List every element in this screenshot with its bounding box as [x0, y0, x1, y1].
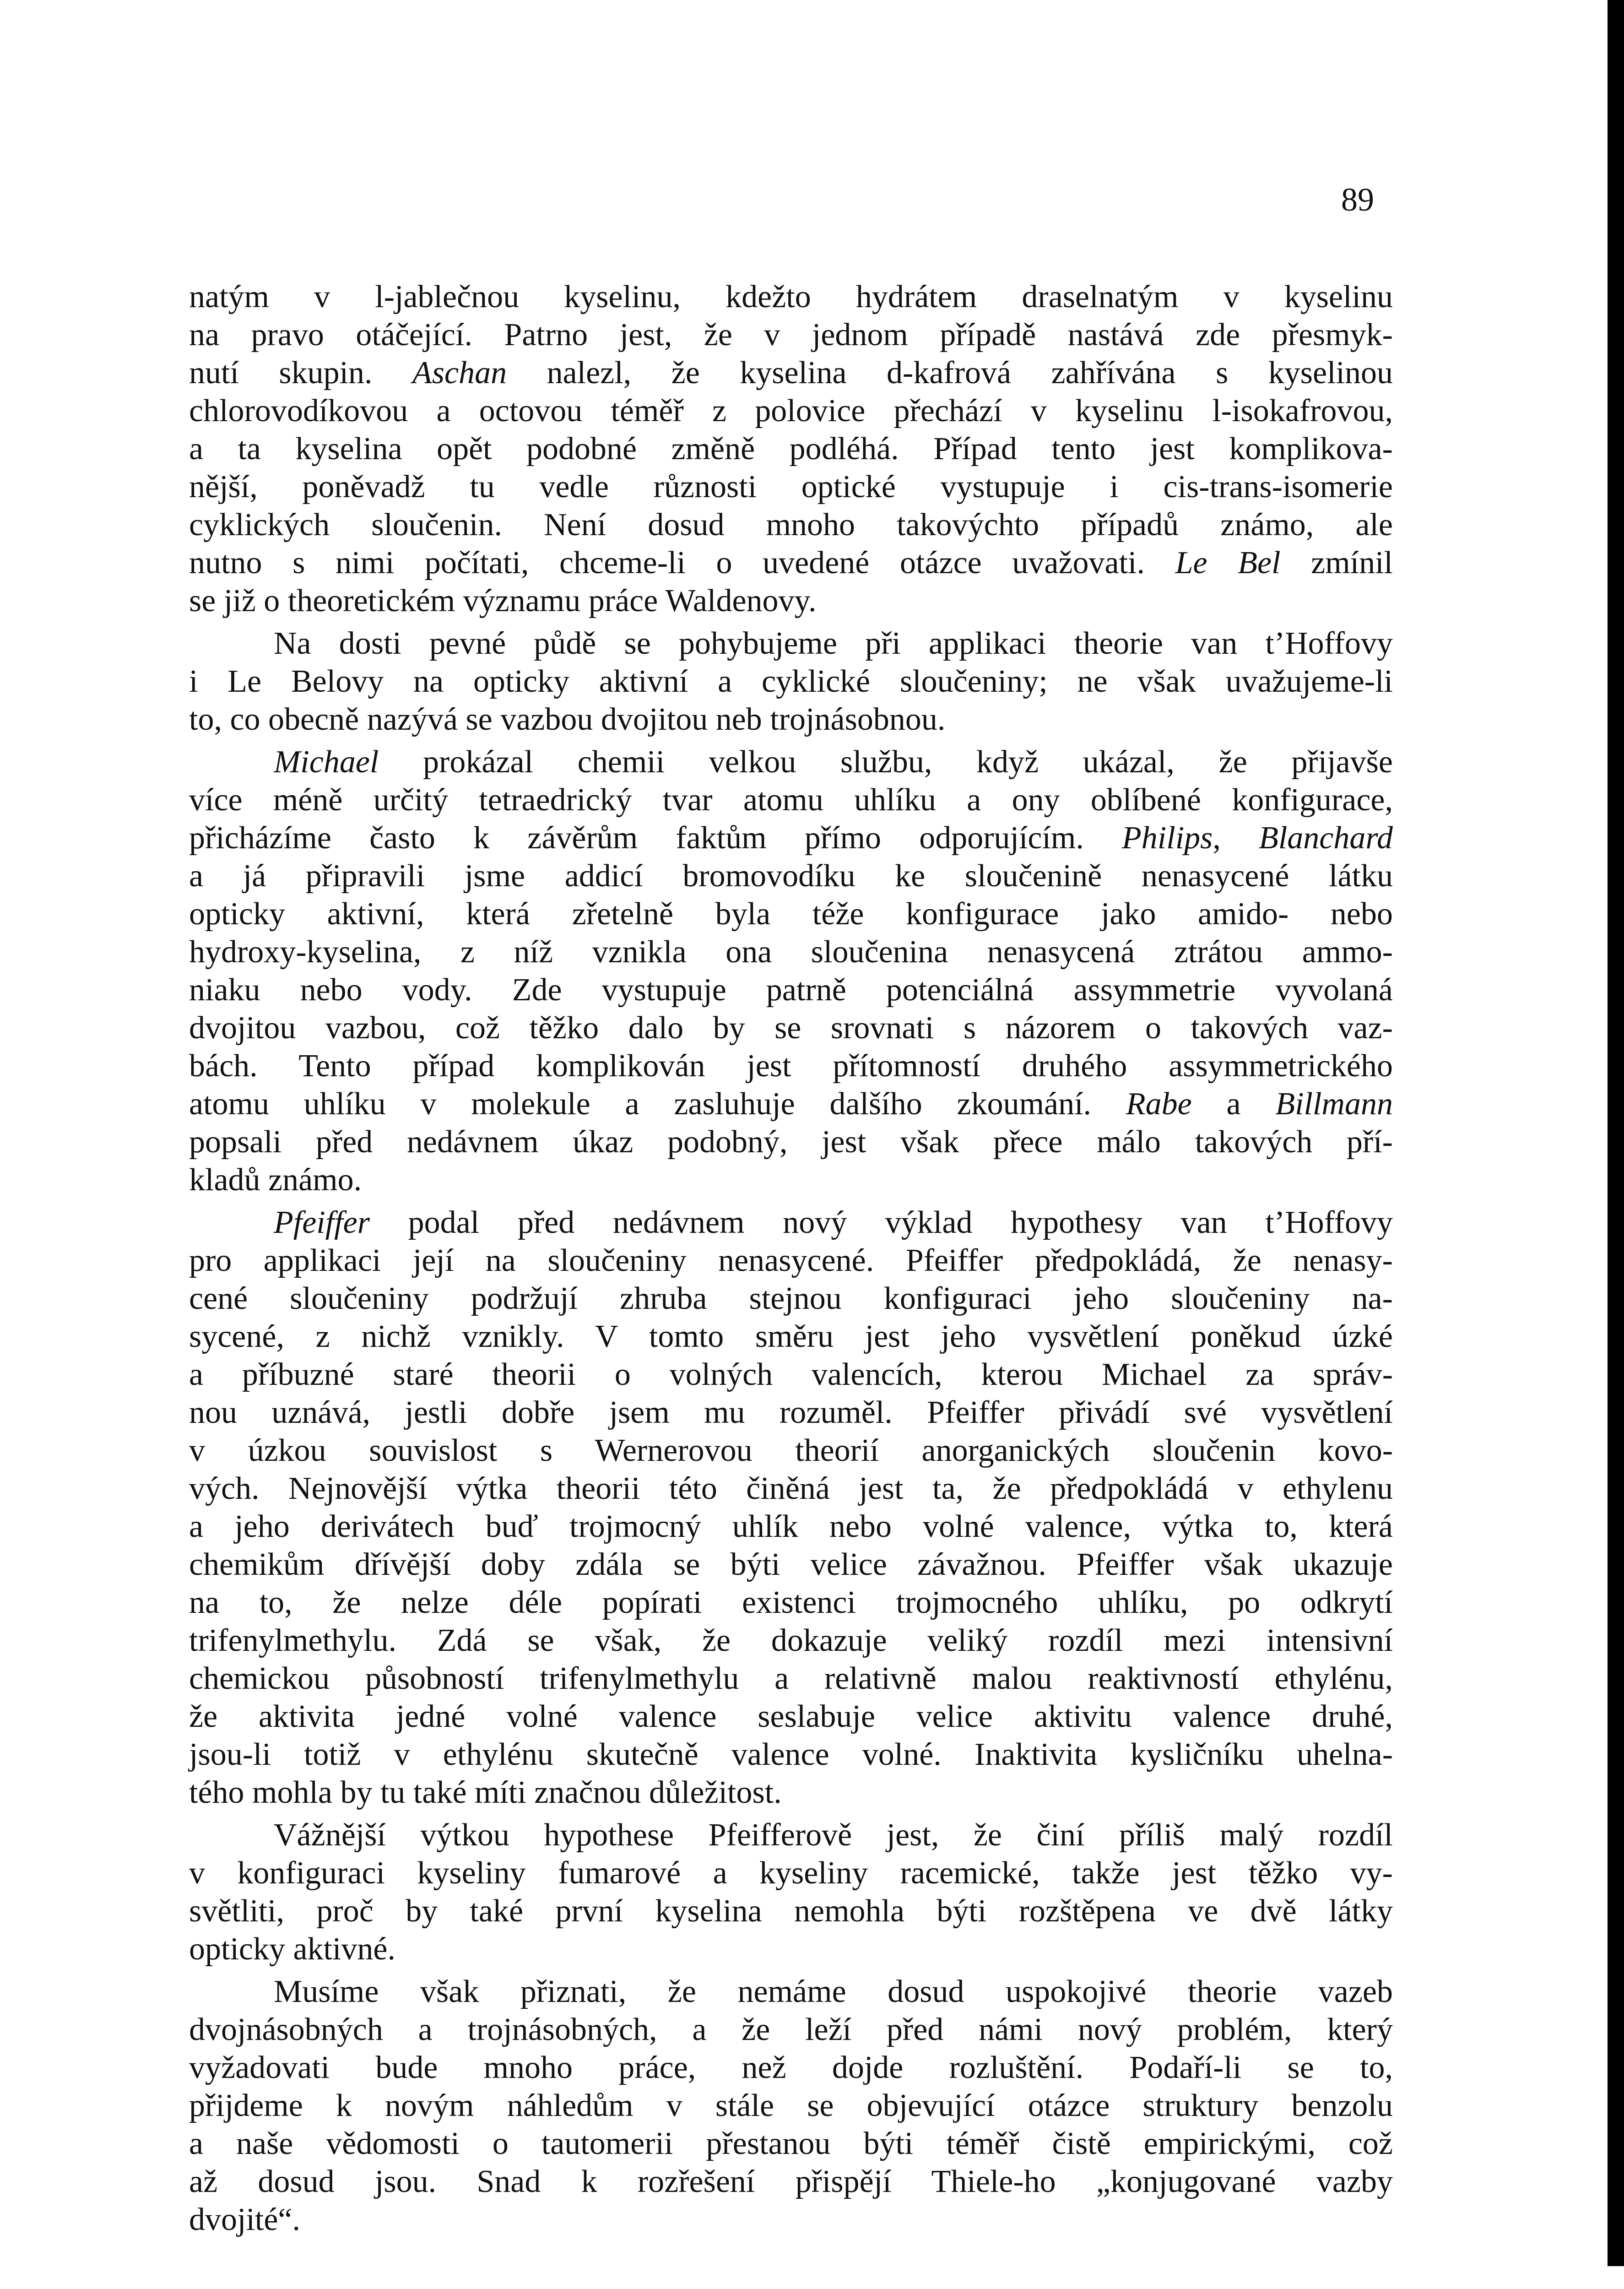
italic-author-name: Pfeiffer — [274, 1205, 370, 1240]
text-segment: i Le Belovy na opticky aktivní a cyklické sloučeniny; ne však uvažujeme-li — [189, 664, 1393, 699]
text-line — [189, 2049, 1393, 2087]
text-line — [189, 354, 1393, 392]
text-segment: to, co obecně nazývá se vazbou dvojitou neb trojnásobnou. — [189, 702, 946, 737]
text-segment: že aktivita jedné volné valence seslabuje velice aktivitu valence druhé, — [189, 1699, 1393, 1734]
text-line — [189, 1432, 1393, 1470]
text-segment: Musíme však přiznati, že nemáme dosud uspokojivé theorie vazeb — [274, 1974, 1393, 2009]
text-line — [189, 857, 1393, 895]
text-line — [189, 1892, 1393, 1930]
text-segment: a příbuzné staré theorii o volných valencích, kterou Michael za správ- — [189, 1357, 1393, 1392]
text-line — [189, 506, 1393, 544]
italic-author-name: Rabe — [1126, 1086, 1192, 1122]
text-line — [189, 1973, 1393, 2011]
text-line — [189, 1854, 1393, 1892]
text-line — [189, 544, 1393, 582]
text-line — [189, 1204, 1393, 1242]
text-line — [189, 933, 1393, 971]
text-line — [189, 1161, 1393, 1199]
text-segment: opticky aktivné. — [189, 1931, 396, 1967]
text-line — [189, 781, 1393, 819]
text-line — [189, 1242, 1393, 1280]
italic-author-name: Philips — [1122, 820, 1213, 856]
text-line — [189, 392, 1393, 430]
text-segment: a já připravili jsme addicí bromovodíku ke sloučenině nenasycené látku — [189, 858, 1393, 894]
text-segment: pro applikaci její na sloučeniny nenasycené. Pfeiffer předpokládá, že nenasy- — [189, 1243, 1393, 1278]
text-segment: nalezl, že kyselina d-kafrová zahřívána s kyselinou — [507, 355, 1393, 391]
text-segment: natým v l-jablečnou kyselinu, kdežto hydrátem draselnatým v kyselinu — [189, 279, 1393, 315]
text-segment: zmínil — [1280, 545, 1393, 580]
text-segment: světliti, proč by také první kyselina nemohla býti rozštěpena ve dvě látky — [189, 1893, 1393, 1929]
text-segment: Na dosti pevné půdě se pohybujeme při applikaci theorie van t’Hoffovy — [274, 626, 1393, 661]
text-segment: více méně určitý tetraedrický tvar atomu uhlíku a ony oblíbené konfigurace, — [189, 782, 1393, 818]
text-line — [189, 1280, 1393, 1318]
text-line — [189, 624, 1393, 662]
text-segment: na pravo otáčející. Patrno jest, že v jednom případě nastává zde přesmyk- — [189, 317, 1393, 353]
paragraph — [189, 1973, 1393, 2239]
text-segment: dvojnásobných a trojnásobných, a že leží před námi nový problém, který — [189, 2012, 1393, 2047]
text-segment: Vážnější výtkou hypothese Pfeifferově jest, že činí příliš malý rozdíl — [274, 1817, 1393, 1853]
text-line — [189, 700, 1393, 738]
text-segment: bách. Tento případ komplikován jest přítomností druhého assymmetrického — [189, 1048, 1393, 1084]
text-line — [189, 2201, 1393, 2239]
text-segment: a naše vědomosti o tautomerii přestanou býti téměř čistě empirickými, což — [189, 2126, 1393, 2161]
paragraph — [189, 278, 1393, 620]
scan-edge-right — [1608, 0, 1624, 2266]
paragraph — [189, 624, 1393, 738]
text-line — [189, 895, 1393, 933]
italic-author-name: Le Bel — [1175, 545, 1281, 580]
text-segment: nou uznává, jestli dobře jsem mu rozuměl. Pfeiffer přivádí své vysvětlení — [189, 1395, 1393, 1430]
text-line — [189, 2011, 1393, 2049]
text-segment: prokázal chemii velkou službu, když ukázal, že přijavše — [379, 744, 1393, 780]
body-text — [189, 278, 1393, 2243]
text-segment: sycené, z nichž vznikly. V tomto směru jest jeho vysvětlení poněkud úzké — [189, 1319, 1393, 1354]
text-line — [189, 1318, 1393, 1356]
italic-author-name: Billmann — [1275, 1086, 1393, 1122]
text-line — [189, 1394, 1393, 1432]
text-segment: trifenylmethylu. Zdá se však, že dokazuje veliký rozdíl mezi intensivní — [189, 1623, 1393, 1658]
text-segment: cené sloučeniny podržují zhruba stejnou konfiguraci jeho sloučeniny na- — [189, 1281, 1393, 1316]
text-segment: cyklických sloučenin. Není dosud mnoho takovýchto případů známo, ale — [189, 507, 1393, 542]
text-segment: jsou-li totiž v ethylénu skutečně valence volné. Inaktivita kysličníku uhelna- — [189, 1737, 1393, 1772]
text-line — [189, 2087, 1393, 2125]
text-line — [189, 1470, 1393, 1508]
text-segment: nutno s nimi počítati, chceme-li o uvedené otázce uvažovati. — [189, 545, 1175, 580]
text-segment: přijdeme k novým náhledům v stále se objevující otázce struktury benzolu — [189, 2088, 1393, 2123]
text-line — [189, 1622, 1393, 1660]
italic-author-name: Blanchard — [1259, 820, 1393, 856]
italic-author-name: Aschan — [412, 355, 507, 391]
text-segment: v úzkou souvislost s Wernerovou theorií anorganických sloučenin kovo- — [189, 1433, 1393, 1468]
paragraph — [189, 1816, 1393, 1968]
page-number: 89 — [1341, 181, 1374, 218]
text-line — [189, 1546, 1393, 1584]
text-line — [189, 743, 1393, 781]
text-segment: tého mohla by tu také míti značnou důležitost. — [189, 1775, 782, 1810]
text-segment: až dosud jsou. Snad k rozřešení přispějí Thiele-ho „konjugované vazby — [189, 2164, 1393, 2199]
text-line — [189, 1085, 1393, 1123]
text-line — [189, 662, 1393, 700]
text-segment: vých. Nejnovější výtka theorii této činěná jest ta, že předpokládá v ethylenu — [189, 1471, 1393, 1506]
text-segment: nější, poněvadž tu vedle různosti optické vystupuje i cis-trans-isomerie — [189, 469, 1393, 504]
text-line — [189, 430, 1393, 468]
text-line — [189, 1009, 1393, 1047]
text-line — [189, 1508, 1393, 1546]
text-segment: a — [1191, 1086, 1276, 1122]
text-line — [189, 1698, 1393, 1736]
text-segment: vyžadovati bude mnoho práce, než dojde rozluštění. Podaří-li se to, — [189, 2050, 1393, 2085]
italic-author-name: Michael — [274, 744, 379, 780]
text-line — [189, 1660, 1393, 1698]
text-line — [189, 1356, 1393, 1394]
text-segment: chlorovodíkovou a octovou téměř z polovice přechází v kyselinu l-isokafrovou, — [189, 393, 1393, 429]
text-segment: opticky aktivní, která zřetelně byla téže konfigurace jako amido- nebo — [189, 896, 1393, 932]
text-segment: přicházíme často k závěrům faktům přímo odporujícím. — [189, 820, 1122, 856]
text-segment: kladů známo. — [189, 1162, 362, 1198]
text-segment: nutí skupin. — [189, 355, 413, 391]
text-segment: v konfiguraci kyseliny fumarové a kyseliny racemické, takže jest těžko vy- — [189, 1855, 1393, 1891]
text-line — [189, 1047, 1393, 1085]
text-line — [189, 2163, 1393, 2201]
text-line — [189, 468, 1393, 506]
text-segment: a ta kyselina opět podobné změně podléhá. Případ tento jest komplikova- — [189, 431, 1393, 466]
text-line — [189, 819, 1393, 857]
text-segment: , — [1213, 820, 1259, 856]
text-line — [189, 971, 1393, 1009]
text-line — [189, 1816, 1393, 1854]
text-line — [189, 582, 1393, 620]
text-line — [189, 1736, 1393, 1774]
text-segment: dvojité“. — [189, 2202, 300, 2237]
text-line — [189, 1123, 1393, 1161]
text-segment: podal před nedávnem nový výklad hypothesy van t’Hoffovy — [369, 1205, 1393, 1240]
text-line — [189, 316, 1393, 354]
text-segment: popsali před nedávnem úkaz podobný, jest však přece málo takových pří- — [189, 1124, 1393, 1160]
text-line — [189, 2125, 1393, 2163]
text-segment: dvojitou vazbou, což těžko dalo by se srovnati s názorem o takových vaz- — [189, 1010, 1393, 1046]
text-line — [189, 1584, 1393, 1622]
paragraph — [189, 743, 1393, 1199]
text-line — [189, 278, 1393, 316]
text-line — [189, 1930, 1393, 1968]
text-segment: hydroxy-kyselina, z níž vznikla ona sloučenina nenasycená ztrátou ammo- — [189, 934, 1393, 970]
text-line — [189, 1774, 1393, 1812]
text-segment: atomu uhlíku v molekule a zasluhuje dalšího zkoumání. — [189, 1086, 1126, 1122]
text-segment: chemickou působností trifenylmethylu a relativně malou reaktivností ethylénu, — [189, 1661, 1393, 1696]
text-segment: se již o theoretickém významu práce Waldenovy. — [189, 583, 817, 618]
text-segment: a jeho derivátech buď trojmocný uhlík nebo volné valence, výtka to, která — [189, 1509, 1393, 1544]
text-segment: chemikům dřívější doby zdála se býti velice závažnou. Pfeiffer však ukazuje — [189, 1547, 1393, 1582]
text-segment: niaku nebo vody. Zde vystupuje patrně potenciálná assymmetrie vyvolaná — [189, 972, 1393, 1008]
paragraph — [189, 1204, 1393, 1812]
text-segment: na to, že nelze déle popírati existenci trojmocného uhlíku, po odkrytí — [189, 1585, 1393, 1620]
